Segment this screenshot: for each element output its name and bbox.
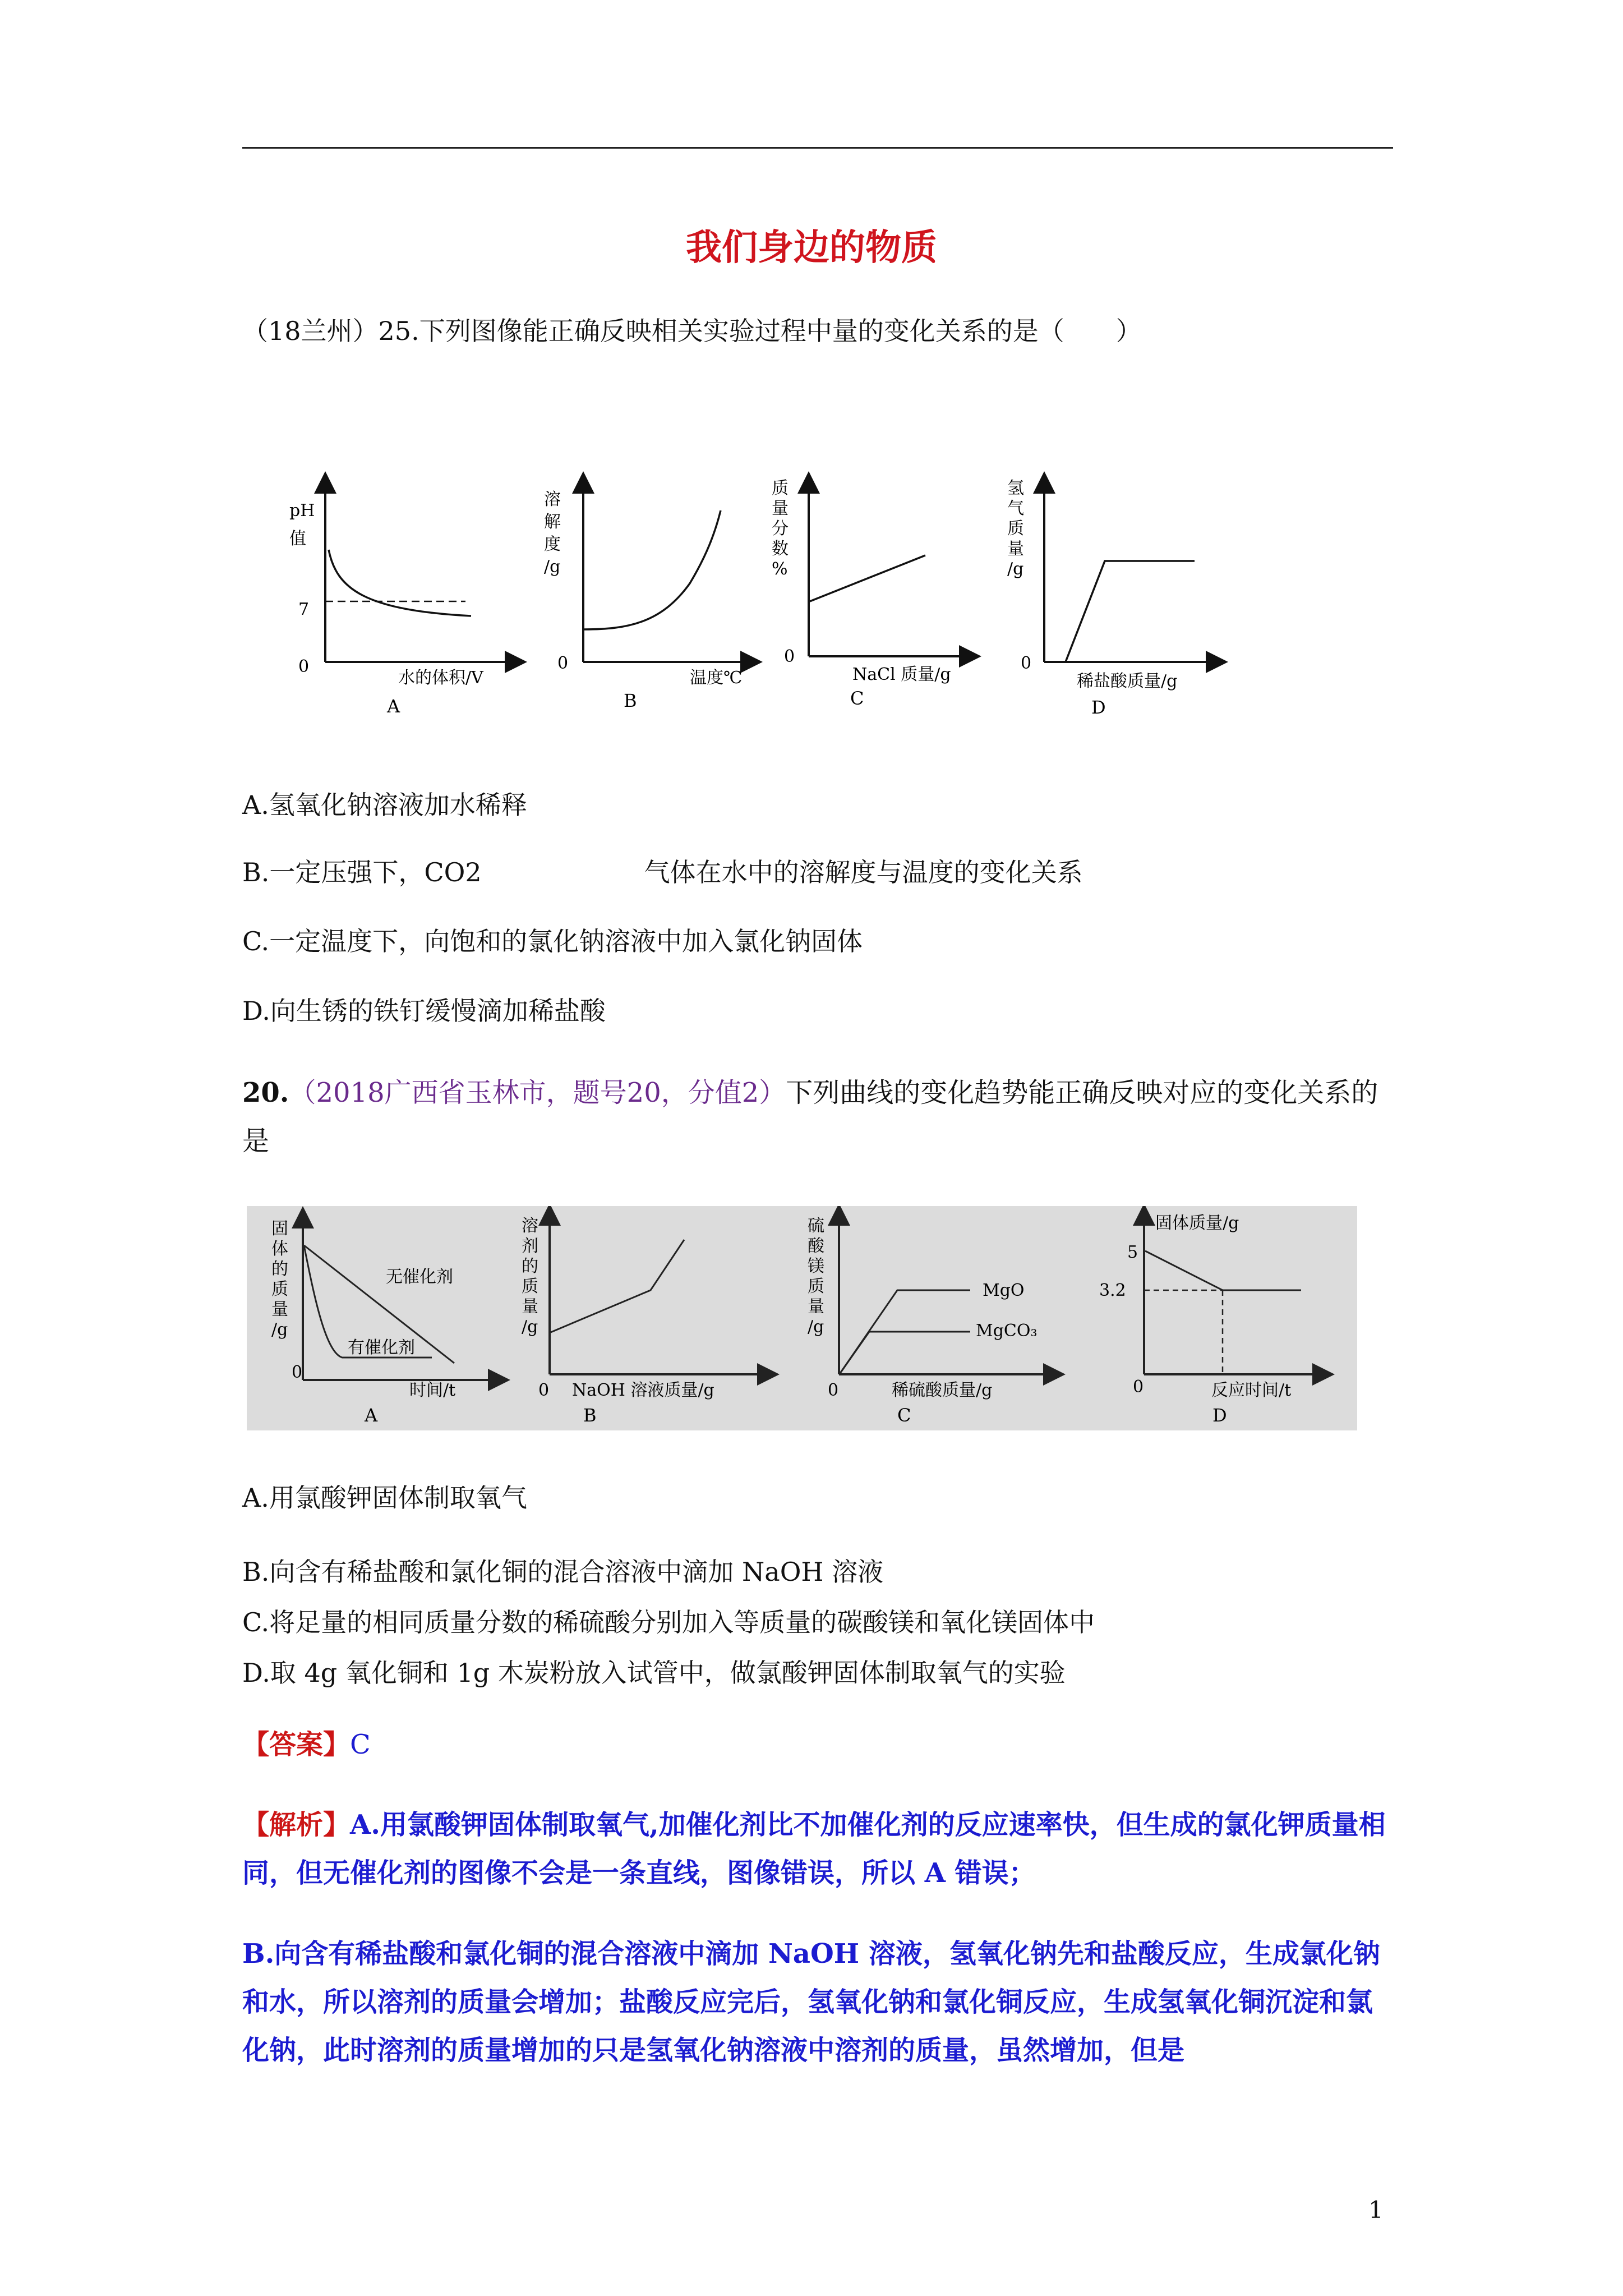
- question-20-option-a: A.用氯酸钾固体制取氧气: [242, 1483, 527, 1513]
- graph2-a-ylabel-3: 的: [271, 1259, 288, 1279]
- graph2-b-ylabel-5: 量: [522, 1297, 538, 1317]
- graph2-d-tick-32: 3.2: [1099, 1281, 1126, 1300]
- graph-c-ylabel-1: 质: [772, 478, 789, 498]
- graph-d-xlabel: 稀盐酸质量/g: [1077, 671, 1178, 691]
- graph-a-xlabel: 水的体积/V: [398, 668, 483, 688]
- graph-c-origin: 0: [784, 647, 795, 666]
- graph2-c-ylabel-2: 酸: [808, 1236, 824, 1256]
- graph-a-origin: 0: [298, 657, 310, 677]
- graph-c-ylabel-4: 数: [772, 539, 789, 559]
- header-rule: [242, 147, 1393, 149]
- graph2-c-origin: 0: [828, 1381, 839, 1400]
- graph-c-ylabel-5: %: [772, 559, 788, 579]
- graph2-a-xlabel: 时间/t: [409, 1381, 456, 1400]
- graph-c-ylabel-2: 量: [772, 499, 789, 518]
- graph2-c-curve1: MgO: [983, 1281, 1025, 1300]
- graph-c-xlabel: NaCl 质量/g: [852, 665, 951, 684]
- graph2-a-curve1: 无催化剂: [386, 1267, 453, 1287]
- graph-c: [772, 478, 970, 709]
- graph-a-ylabel-2: 值: [289, 529, 306, 549]
- graph2-a-ylabel-1: 固: [271, 1219, 288, 1239]
- question-20-number: 20.: [242, 1077, 289, 1108]
- graph2-c-xlabel: 稀硫酸质量/g: [892, 1381, 993, 1400]
- graph-d-ylabel-3: 质: [1007, 519, 1024, 539]
- graph-d-ylabel-2: 气: [1007, 499, 1024, 518]
- analysis-paragraph-1: [242, 1801, 1398, 1897]
- graph2-c-ylabel-4: 质: [808, 1277, 824, 1296]
- option-b-right: 气体在水中的溶解度与温度的变化关系: [644, 857, 1083, 887]
- graph-c-letter: C: [850, 688, 864, 709]
- graph2-a-letter: A: [365, 1405, 378, 1426]
- graph2-c-ylabel-5: 量: [808, 1297, 824, 1317]
- graph2-b-ylabel-1: 溶: [522, 1216, 538, 1236]
- graph-a-ylabel-1: pH: [289, 501, 315, 521]
- question-25-figure: [269, 471, 1234, 740]
- graph-c-line: [810, 555, 925, 601]
- graph2-d-ylabel: 固体质量/g: [1155, 1213, 1239, 1233]
- graph-b-ylabel-2: 解: [544, 512, 561, 532]
- answer-label: 【答案】: [242, 1729, 351, 1760]
- graph2-c-ylabel-3: 镁: [808, 1257, 824, 1276]
- page-title: 我们身边的物质: [686, 227, 937, 269]
- answer: [242, 1728, 1398, 1761]
- page-number: 1: [1368, 2196, 1384, 2224]
- graph-d-ylabel-5: /g: [1007, 559, 1024, 579]
- graph-b-ylabel-3: 度: [544, 535, 561, 554]
- graph2-a-ylabel-5: 量: [271, 1300, 288, 1319]
- graph-a: [289, 482, 516, 717]
- question-20-source: （2018广西省玉林市，题号20，分值2）: [289, 1077, 786, 1108]
- question-25-option-a: A.氢氧化钠溶液加水稀释: [242, 790, 527, 820]
- graph2-b-xlabel: NaOH 溶液质量/g: [572, 1381, 714, 1400]
- graph2-d-tick-5: 5: [1127, 1243, 1138, 1262]
- question-25-option-c: C.一定温度下，向饱和的氯化钠溶液中加入氯化钠固体: [242, 926, 863, 956]
- graph-d-letter: D: [1091, 697, 1106, 718]
- graph-b-letter: B: [624, 690, 637, 711]
- graph2-d-xlabel: 反应时间/t: [1211, 1381, 1292, 1400]
- graph2-d-origin: 0: [1133, 1377, 1144, 1397]
- graph-d-line: [1066, 561, 1195, 662]
- graph2-d-letter: D: [1212, 1405, 1227, 1426]
- graph2-c-letter: C: [897, 1405, 911, 1426]
- graph2-c-ylabel-1: 硫: [808, 1216, 824, 1236]
- graph-c-ylabel-3: 分: [772, 519, 789, 539]
- answer-value: C: [350, 1729, 371, 1760]
- question-20-text: 下列曲线的变化趋势能正确反映对应的变化关系的是: [242, 1077, 1378, 1157]
- graph-b: [544, 482, 751, 711]
- question-20-figure: [247, 1206, 1357, 1430]
- graph2-b-ylabel-3: 的: [522, 1257, 538, 1276]
- question-20-stem: [242, 1069, 1398, 1165]
- graph-b-curve: [584, 510, 721, 629]
- graph-b-ylabel-4: /g: [544, 557, 561, 577]
- question-25-option-d: D.向生锈的铁钉缓慢滴加稀盐酸: [242, 996, 606, 1026]
- question-20-option-d: D.取 4g 氧化铜和 1g 木炭粉放入试管中，做氯酸钾固体制取氧气的实验: [242, 1658, 1066, 1688]
- question-25-stem: （18兰州）25.下列图像能正确反映相关实验过程中量的变化关系的是（ ）: [242, 316, 1142, 346]
- graph-d: [1007, 478, 1217, 718]
- graph2-a-curve2: 有催化剂: [348, 1338, 415, 1358]
- graph2-c-curve2: MgCO₃: [976, 1321, 1038, 1341]
- option-b-left: B.一定压强下，CO2: [242, 857, 482, 887]
- question-20-option-b: B.向含有稀盐酸和氯化铜的混合溶液中滴加 NaOH 溶液: [242, 1557, 884, 1587]
- graph2-b-origin: 0: [538, 1381, 550, 1400]
- graph-b-xlabel: 温度℃: [690, 668, 743, 688]
- graph-a-curve: [329, 550, 471, 616]
- graph-b-ylabel-1: 溶: [544, 490, 561, 509]
- graph-a-letter: A: [387, 696, 400, 717]
- graph2-a-origin: 0: [292, 1363, 303, 1382]
- graph2-b-ylabel-6: /g: [522, 1317, 538, 1337]
- graph2-a-ylabel-2: 体: [271, 1239, 288, 1259]
- analysis-label: 【解析】: [242, 1809, 351, 1841]
- graph2-b-letter: B: [583, 1405, 597, 1426]
- graph-d-origin: 0: [1021, 654, 1032, 673]
- analysis-text-1: A.用氯酸钾固体制取氧气,加催化剂比不加催化剂的反应速率快，但生成的氯化钾质量相同，但无催化剂的图像不会是一条直线，图像错误，所以 A 错误；: [242, 1809, 1386, 1889]
- graph2-b-ylabel-4: 质: [522, 1277, 538, 1296]
- graph2-a-ylabel-4: 质: [271, 1280, 288, 1299]
- graph-d-ylabel-4: 量: [1007, 539, 1024, 559]
- graph2-a-ylabel-6: /g: [271, 1320, 288, 1340]
- graph-d-ylabel-1: 氢: [1007, 478, 1024, 498]
- graph2-b-ylabel-2: 剂: [522, 1236, 538, 1256]
- question-20-option-c: C.将足量的相同质量分数的稀硫酸分别加入等质量的碳酸镁和氧化镁固体中: [242, 1607, 1095, 1637]
- graph-b-origin: 0: [557, 654, 569, 673]
- graph2-c-ylabel-6: /g: [808, 1317, 824, 1337]
- analysis-paragraph-2: B.向含有稀盐酸和氯化铜的混合溶液中滴加 NaOH 溶液，氢氧化钠先和盐酸反应，生成氯化钠和水，所以溶剂的质量会增加；盐酸反应完后，氢氧化钠和氯化铜反应，生成氢氧化铜沉淀和氯化钠，此时溶剂的质量增加的只是氢氧化钠溶液中溶剂的质量，虽然增加，但是: [242, 1938, 1380, 2066]
- question-25-option-b: [242, 855, 1398, 889]
- graph-a-tick-7: 7: [298, 600, 310, 619]
